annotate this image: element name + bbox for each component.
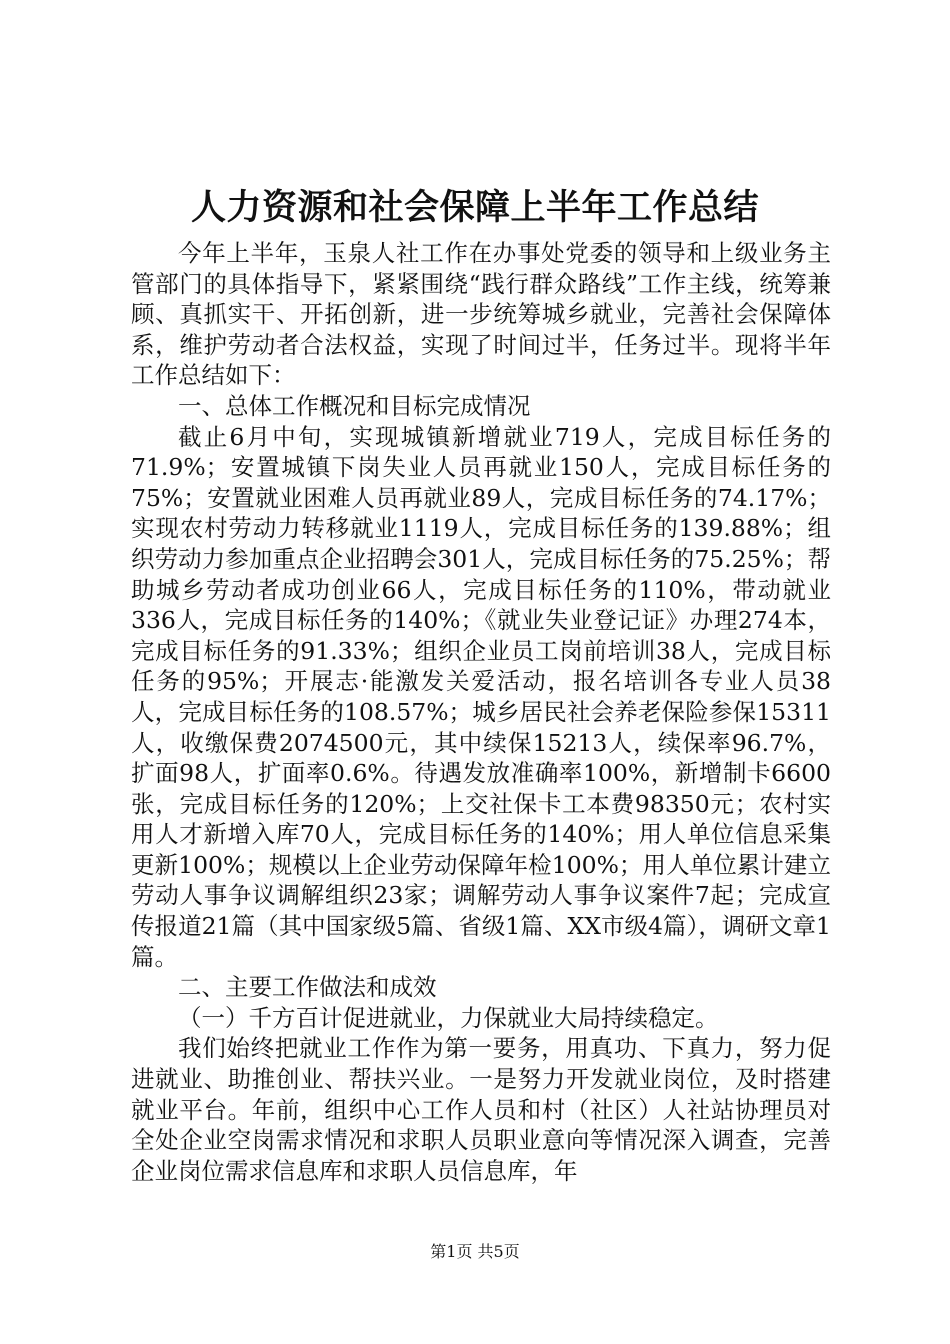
paragraph-targets: 截止6月中旬，实现城镇新增就业719人，完成目标任务的71.9%；安置城镇下岗失业人员再就业150人，完成目标任务的75%；安置就业困难人员再就业89人，完成目标任务的74.17%；实现农村劳动力转移就业1119人，完成目标任务的139.88%；组织劳动力参加重点企业招聘会301人，完成目标任务的75.25%；帮助城乡劳动者成功创业66人，完成目标任务的110%，带动就业336人，完成目标任务的140%；《就业失业登记证》办理274本，完成目标任务的91.33%；组织企业员工岗前培训38人，完成目标任务的95%；开展志·能激发关爱活动，报名培训各专业人员38人，完成目标任务的108.57%；城乡居民社会养老保险参保15311人，收缴保费2074500元，其中续保15213人，续保率96.7%，扩面98人，扩面率0.6%。待遇发放准确率100%，新增制卡6600张，完成目标任务的120%；上交社保卡工本费98350元；农村实用人才新增入库70人，完成目标任务的140%；用人单位信息采集更新100%；规模以上企业劳动保障年检100%；用人单位累计建立劳动人事争议调解组织23家；调解劳动人事争议案件7起；完成宣传报道21篇（其中国家级5篇、省级1篇、XX市级4篇），调研文章1篇。 bbox=[131, 422, 831, 971]
subsection-heading-1: （一）千方百计促进就业，力保就业大局持续稳定。 bbox=[178, 1003, 719, 1032]
paragraph-intro: 今年上半年，玉泉人社工作在办事处党委的领导和上级业务主管部门的具体指导下，紧紧围绕“践行群众路线”工作主线，统筹兼顾、真抓实干、开拓创新，进一步统筹城乡就业，完善社会保障体系，维护劳动者合法权益，实现了时间过半，任务过半。现将半年工作总结如下： bbox=[131, 239, 831, 390]
paragraph-employment: 我们始终把就业工作作为第一要务，用真功、下真力，努力促进就业、助推创业、帮扶兴业。一是努力开发就业岗位，及时搭建就业平台。年前，组织中心工作人员和村（社区）人社站协理员对全处企业空岗需求情况和求职人员职业意向等情况深入调查，完善企业岗位需求信息库和求职人员信息库，年 bbox=[131, 1034, 831, 1185]
page-number-footer: 第1页 共5页 bbox=[430, 1242, 520, 1261]
document-body bbox=[131, 238, 831, 1186]
document-title: 人力资源和社会保障上半年工作总结 bbox=[190, 187, 759, 228]
section-heading-1: 一、总体工作概况和目标完成情况 bbox=[178, 391, 531, 420]
section-heading-2: 二、主要工作做法和成效 bbox=[178, 973, 437, 1002]
